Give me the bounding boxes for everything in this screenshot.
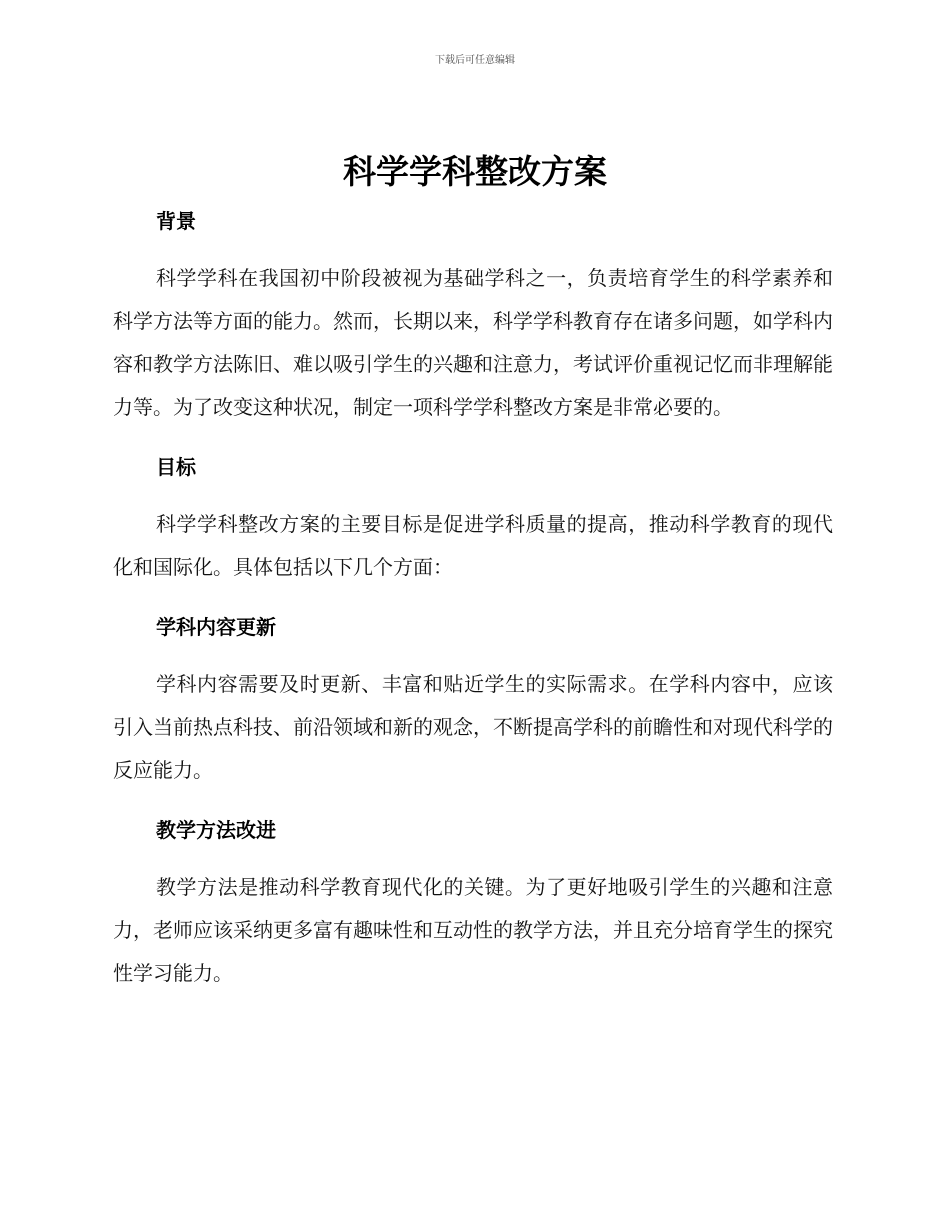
section-heading-background: 背景 [156, 209, 196, 233]
section-body-background: 科学学科在我国初中阶段被视为基础学科之一，负责培育学生的科学素养和科学方法等方面的能力。然而，长期以来，科学学科教育存在诸多问题，如学科内容和教学方法陈旧、难以吸引学生的兴趣和注意力，考试评价重视记忆而非理解能力等。为了改变这种状况，制定一项科学学科整改方案是非常必要的。 [113, 266, 833, 419]
document-body [113, 203, 833, 995]
section-heading-goals: 目标 [156, 455, 196, 479]
section-heading-teaching-methods: 教学方法改进 [156, 818, 276, 842]
section-heading-content-update: 学科内容更新 [156, 615, 276, 639]
page-title: 科学学科整改方案 [343, 152, 607, 191]
page-header-note: 下载后可任意编辑 [435, 55, 515, 66]
section-body-teaching-methods: 教学方法是推动科学教育现代化的关键。为了更好地吸引学生的兴趣和注意力，老师应该采纳更多富有趣味性和互动性的教学方法，并且充分培育学生的探究性学习能力。 [113, 875, 833, 985]
section-body-content-update: 学科内容需要及时更新、丰富和贴近学生的实际需求。在学科内容中，应该引入当前热点科技、前沿领域和新的观念，不断提高学科的前瞻性和对现代科学的反应能力。 [113, 672, 833, 782]
section-body-goals: 科学学科整改方案的主要目标是促进学科质量的提高，推动科学教育的现代化和国际化。具体包括以下几个方面： [113, 512, 833, 579]
